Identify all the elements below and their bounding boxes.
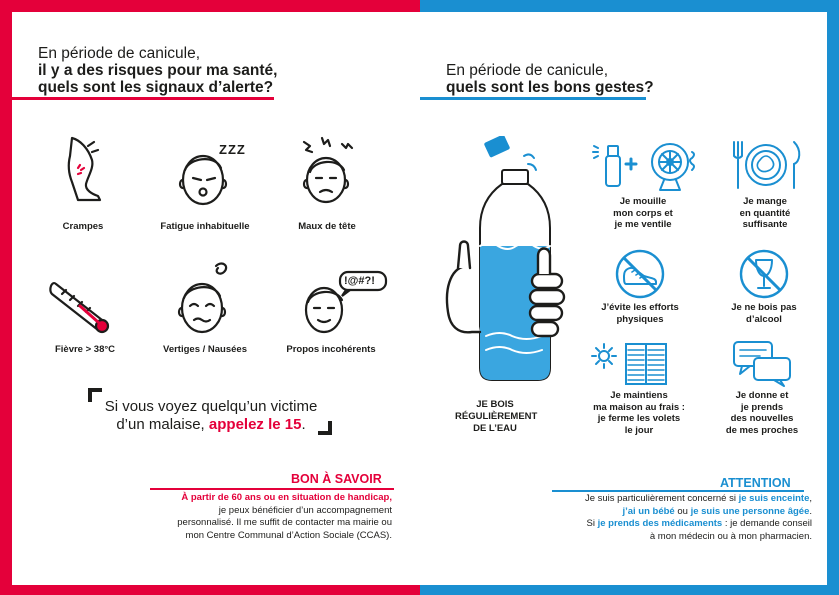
gesture-news-line4: de mes proches [725,424,799,436]
callout-line2-post: . [301,416,306,433]
gesture-house-line4: le jour [624,424,654,436]
gesture-spray-line2: mon corps et [613,207,673,219]
gesture-label-news [712,390,812,436]
gesture-alcohol-line1: Je ne bois pas [731,302,797,313]
right-title-line2: quels sont les bons gestes? [446,79,654,96]
attention-line [552,490,804,492]
sun-shutters-icon [590,340,670,390]
gesture-news-line2: je prends [740,401,784,413]
gesture-house-line2: ma maison au frais : [593,401,685,413]
left-title-line2: il y a des risques pour ma santé, [38,62,278,79]
zzz-text: ZZZ [219,142,246,157]
attention-line1-pre: Je suis particulièrement concerné si [584,493,739,504]
gesture-house-line3: je ferme les volets [597,413,681,424]
chat-bubbles-icon [732,340,794,388]
gesture-label-effort [590,302,690,325]
plate-cutlery-icon [730,138,802,192]
sign-label-fatigue: Fatigue inhabituelle [160,221,250,232]
sign-label-fever: Fièvre > 38°C [54,344,116,355]
gesture-spray-line1: Je mouille [619,196,667,207]
attention-line3-pre: Si [586,518,598,529]
attention-line3-post: : je demande conseil [722,518,812,529]
water-bottle-hand-icon [438,136,568,388]
gesture-label-alcohol [714,302,814,325]
attention-line4: à mon médecin ou à mon pharmacien. [649,530,812,542]
leg-cramp-icon [58,134,108,204]
thermometer-icon [46,276,116,338]
callout-text [96,398,326,434]
bon-a-savoir-title: BON À SAVOIR [291,472,382,486]
gesture-news-line3: des nouvelles [730,413,794,424]
gesture-label-spray [598,196,688,231]
gesture-news-line1: Je donne et [735,390,789,401]
water-label [455,399,538,435]
bottom-band-blue [420,585,839,595]
gesture-house-line1: Je maintiens [610,390,668,401]
left-title-underline [12,97,274,100]
gesture-food-line3: suffisante [742,219,788,230]
bon-a-savoir-line [150,488,394,490]
gesture-effort-line1: J’évite les efforts [601,302,679,313]
bon-a-savoir-line3: personnalisé. Il me suffit de contacter ma mairie ou [177,517,392,528]
water-label-line2: RÉGULIÈREMENT [455,411,538,422]
left-band-red [0,0,12,595]
bon-a-savoir-text [130,492,392,542]
left-title [38,45,298,96]
sign-label-confused: Propos incohérents [286,344,376,355]
no-alcohol-icon [738,248,790,300]
callout-emergency-number: appelez le 15 [208,416,302,433]
water-label-line3: DE L’EAU [473,423,517,434]
attention-line2-post: . [809,505,812,517]
headache-face-icon [298,134,358,208]
attention-pregnant: je suis enceinte [738,493,810,504]
callout-line2-pre: d’un malaise, [116,416,209,433]
gesture-food-line2: en quantité [739,207,791,219]
top-band-red [0,0,420,12]
attention-medication: je prends des médicaments [597,518,723,529]
confused-speech-face-icon [300,270,390,336]
callout-line1: Si vous voyez quelqu’un victime [104,398,318,415]
right-title [446,62,706,96]
sign-label-vertigo: Vertiges / Nausées [163,344,247,355]
sign-label-headache: Maux de tête [298,221,356,232]
attention-elderly: je suis une personne âgée [690,505,810,517]
spray-fan-icon [592,138,702,192]
attention-title: ATTENTION [720,476,791,490]
bon-a-savoir-line2: je peux bénéficier d’un accompagnement [218,504,392,516]
no-sport-shoe-icon [614,248,666,300]
right-title-underline [420,97,646,100]
sign-label-cramps: Crampes [62,221,104,232]
speech-bubble-text: !@#?! [344,275,375,287]
attention-text [530,493,812,543]
left-title-line1: En période de canicule, [38,45,201,62]
bottom-band-red [0,585,420,595]
water-label-line1: JE BOIS [476,399,514,410]
top-band-blue [420,0,839,12]
bon-a-savoir-line4: mon Centre Communal d’Action Sociale (CCAS). [185,529,392,541]
dizzy-face-icon [174,256,244,338]
left-title-line3: quels sont les signaux d’alerte? [38,79,274,96]
tired-face-icon [175,140,245,208]
gesture-label-house [584,390,694,436]
gesture-spray-line3: je me ventile [614,219,672,230]
gesture-effort-line2: physiques [616,313,664,325]
bon-a-savoir-line1: À partir de 60 ans ou en situation de handicap, [181,492,392,503]
right-title-line1: En période de canicule, [446,62,609,79]
attention-baby: j’ai un bébé [622,505,675,517]
gesture-label-food [720,196,810,231]
attention-line2-mid: ou [674,505,691,517]
right-band-blue [827,0,839,595]
gesture-alcohol-line2: d’alcool [746,313,782,325]
attention-line1-post: , [809,493,812,504]
gesture-food-line1: Je mange [743,196,787,207]
